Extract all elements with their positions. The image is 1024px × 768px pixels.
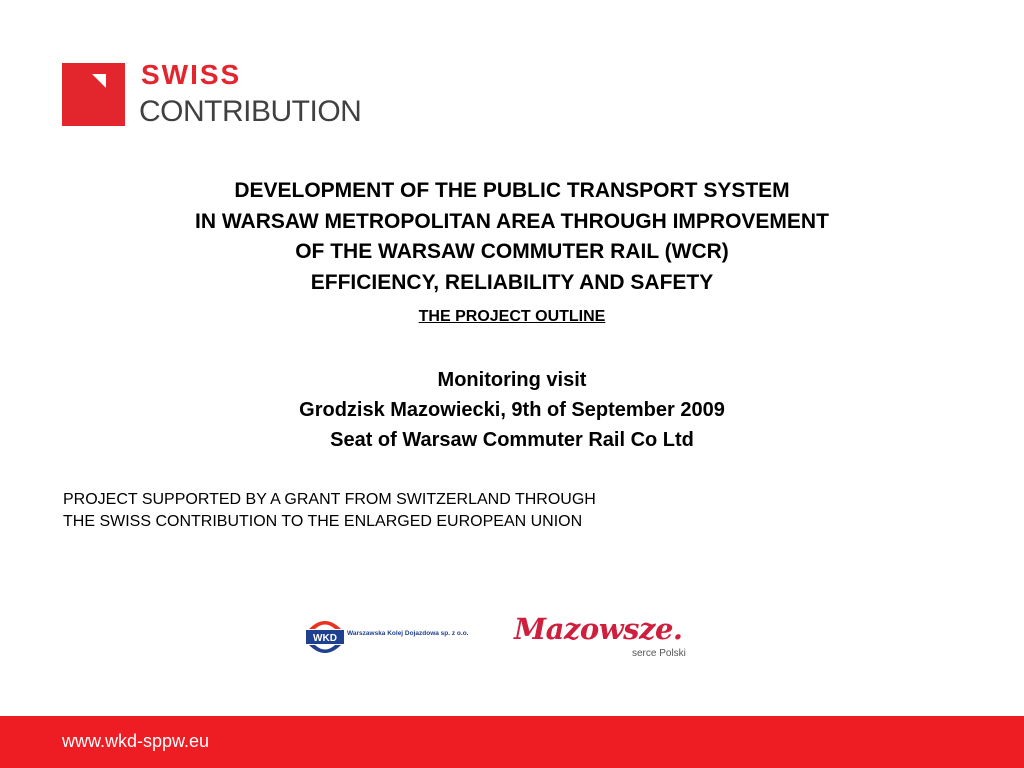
monitoring-visit-info <box>0 365 1024 455</box>
logo-word-swiss: SWISS <box>141 59 242 90</box>
swiss-contribution-logo <box>62 59 382 129</box>
logo-word-contribution: CONTRIBUTION <box>139 95 362 128</box>
support-line: PROJECT SUPPORTED BY A GRANT FROM SWITZERLAND THROUGH <box>63 491 596 508</box>
visit-line: Monitoring visit <box>437 369 587 391</box>
title-line: EFFICIENCY, RELIABILITY AND SAFETY <box>310 270 714 294</box>
wkd-abbr-text: WKD <box>313 633 337 644</box>
mazowsze-tagline: serce Polski <box>632 648 686 659</box>
support-line: THE SWISS CONTRIBUTION TO THE ENLARGED EUROPEAN UNION <box>63 513 583 530</box>
wkd-company-name: Warszawska Kolej Dojazdowa sp. z o.o. <box>347 630 469 637</box>
title-line: DEVELOPMENT OF THE PUBLIC TRANSPORT SYSTEM <box>234 179 790 202</box>
grant-support-statement <box>63 489 596 533</box>
footer-website-link[interactable]: www.wkd-sppw.eu <box>62 731 210 751</box>
wkd-logo-icon <box>305 615 345 659</box>
project-outline-subtitle <box>0 308 1024 326</box>
wkd-partner-logo <box>305 615 495 659</box>
visit-line: Grodzisk Mazowiecki, 9th of September 2009 <box>299 399 725 421</box>
title-line: OF THE WARSAW COMMUTER RAIL (WCR) <box>295 240 729 263</box>
project-title <box>40 176 984 298</box>
title-line: IN WARSAW METROPOLITAN AREA THROUGH IMPROVEMENT <box>195 209 829 233</box>
visit-line: Seat of Warsaw Commuter Rail Co Ltd <box>330 429 694 451</box>
footer-bar <box>0 716 1024 768</box>
swiss-logo-mark-icon <box>62 63 125 126</box>
subtitle-text: THE PROJECT OUTLINE <box>418 308 606 325</box>
mazowsze-partner-logo <box>514 614 724 664</box>
mazowsze-wordmark: Mazowsze. <box>514 612 683 646</box>
